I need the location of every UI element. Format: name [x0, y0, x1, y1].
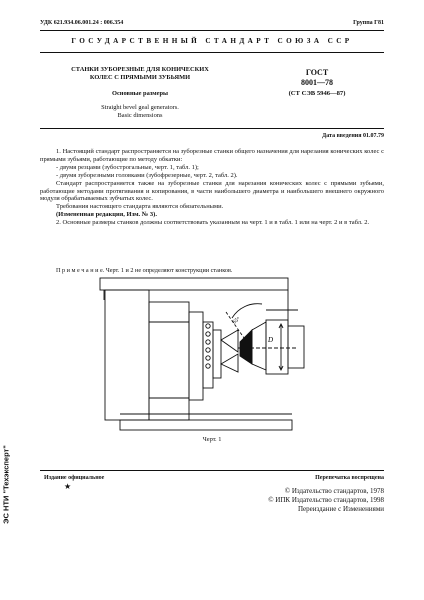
intro-date: Дата введения 01.07.79: [322, 133, 384, 139]
title-ru-line1: СТАНКИ ЗУБОРЕЗНЫЕ ДЛЯ КОНИЧЕСКИХ: [71, 66, 209, 73]
angle-label: 65°: [231, 316, 242, 326]
paragraph-2: Стандарт распространяется также на зуборезные станки для нарезания конических колес с прямыми зубьями, работающие методами протягивания и копирования, в части наибольшего диаметра и наибольшего внешнего окружного модуля обрабатываемых зубчатых колес.: [40, 179, 384, 203]
side-watermark: ЭС НТИ "Техэксперт": [1, 445, 11, 524]
title-en-line2: Basic dimensions: [117, 112, 163, 119]
edition-note: (Измененная редакция, Изм. № 3).: [56, 211, 157, 219]
reprint-note: Переиздание с Изменениями: [297, 505, 384, 513]
cradle: [189, 312, 203, 400]
paragraph-3: Требования настоящего стандарта являются обязательными.: [56, 203, 224, 211]
title-ru-line2: КОЛЕС С ПРЯМЫМИ ЗУБЬЯМИ: [89, 74, 191, 81]
group-code: Группа Г81: [353, 20, 384, 26]
standard-st-sev: (СТ СЭВ 5946—87): [288, 90, 346, 97]
standard-gost-label: ГОСТ: [305, 68, 329, 77]
note-text: Черт. 1 и 2 не определяют конструкции станков.: [105, 267, 233, 274]
udk-code: УДК 621.934.06.001.24 : 006.354: [40, 20, 124, 26]
diameter-label: D: [268, 336, 274, 344]
star-icon: ★: [64, 482, 72, 491]
machine-base: [120, 420, 292, 430]
machine-left-column: [105, 290, 149, 420]
frame-top-bar: [100, 278, 288, 290]
work-head: [266, 320, 288, 374]
copyright-1998: © ИПК Издательство стандартов, 1998: [268, 496, 384, 504]
title-en-line1: Straight bevel geal generators.: [101, 104, 179, 111]
reprint-forbidden: Перепечатка воспрещена: [315, 475, 384, 481]
list-item-2: - двумя зуборезными головками (зубофрезерные, черт. 2, табл. 2).: [56, 171, 238, 179]
list-item-1: - двумя резцами (зубострогальные, черт. 1, табл. 1);: [56, 163, 199, 171]
figure-caption: Черт. 1: [202, 436, 222, 443]
organization-title: ГОСУДАРСТВЕННЫЙ СТАНДАРТ СОЮЗА ССР: [71, 37, 353, 45]
title-ru-subtitle: Основные размеры: [111, 90, 169, 97]
note-label: П р и м е ч а н и е.: [56, 267, 105, 274]
copyright-1978: © Издательство стандартов, 1978: [284, 487, 384, 495]
paragraph-1: 1. Настоящий стандарт распространяется на зуборезные станки общего назначения для нарезания конических колес с прямыми зубьями, работающие по методу обкатки:: [40, 148, 384, 163]
paragraph-4: 2. Основные размеры станков должны соответствовать указанным на черт. 1 и в табл. 1 или на черт. 2 и в табл. 2.: [56, 219, 370, 227]
footer-rule: [40, 470, 384, 471]
machine-cradle-housing: [149, 302, 189, 420]
official-edition: Издание официальное: [44, 475, 105, 481]
standard-number: 8001—78: [301, 78, 333, 87]
